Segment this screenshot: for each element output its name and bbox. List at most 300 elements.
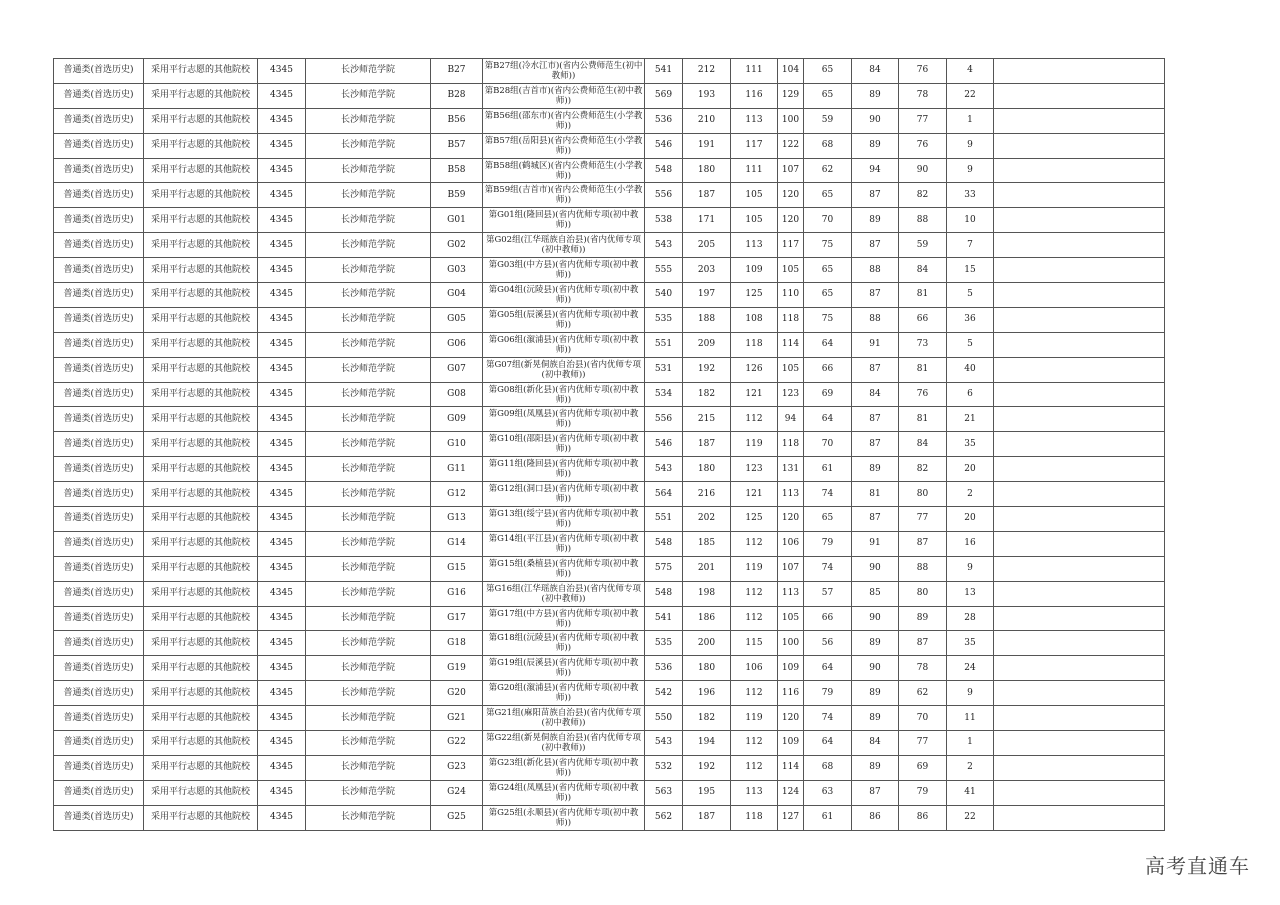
cell-subject-score-1: 68: [804, 133, 852, 158]
cell-rank: 28: [947, 606, 994, 631]
cell-subject-score-1: 74: [804, 706, 852, 731]
table-row: [54, 158, 1165, 183]
table-row: [54, 606, 1165, 631]
cell-chinese-score: 205: [683, 233, 731, 258]
cell-subject-score-1: 79: [804, 531, 852, 556]
cell-math-score: 119: [731, 432, 778, 457]
cell-school-name: 长沙师范学院: [306, 731, 431, 756]
cell-category: 普通类(首选历史): [54, 307, 144, 332]
cell-category: 普通类(首选历史): [54, 208, 144, 233]
cell-foreign-language-score: 104: [778, 59, 804, 84]
cell-foreign-language-score: 106: [778, 531, 804, 556]
cell-batch: 采用平行志愿的其他院校: [144, 382, 258, 407]
cell-total-score: 550: [645, 706, 683, 731]
cell-category: 普通类(首选历史): [54, 83, 144, 108]
cell-remark: [994, 631, 1165, 656]
cell-group-name: 第G18组(沅陵县)(省内优师专项(初中教师)): [483, 631, 645, 656]
cell-batch: 采用平行志愿的其他院校: [144, 233, 258, 258]
cell-school-name: 长沙师范学院: [306, 432, 431, 457]
table-row: [54, 233, 1165, 258]
cell-subject-score-3: 89: [899, 606, 947, 631]
cell-subject-score-1: 66: [804, 357, 852, 382]
cell-rank: 5: [947, 283, 994, 308]
cell-group-code: G17: [431, 606, 483, 631]
cell-subject-score-3: 80: [899, 581, 947, 606]
cell-group-code: G22: [431, 731, 483, 756]
cell-total-score: 556: [645, 407, 683, 432]
cell-chinese-score: 216: [683, 482, 731, 507]
cell-foreign-language-score: 127: [778, 805, 804, 830]
cell-subject-score-2: 88: [852, 307, 899, 332]
cell-total-score: 535: [645, 307, 683, 332]
cell-chinese-score: 209: [683, 332, 731, 357]
cell-subject-score-1: 59: [804, 108, 852, 133]
cell-subject-score-2: 89: [852, 133, 899, 158]
cell-category: 普通类(首选历史): [54, 332, 144, 357]
cell-chinese-score: 185: [683, 531, 731, 556]
table-row: [54, 780, 1165, 805]
table-row: [54, 531, 1165, 556]
cell-rank: 9: [947, 133, 994, 158]
cell-group-code: G16: [431, 581, 483, 606]
cell-foreign-language-score: 118: [778, 432, 804, 457]
table-body: [54, 59, 1165, 831]
cell-subject-score-2: 89: [852, 208, 899, 233]
cell-group-code: G03: [431, 258, 483, 283]
cell-school-code: 4345: [258, 556, 306, 581]
cell-remark: [994, 482, 1165, 507]
cell-group-name: 第G24组(凤凰县)(省内优师专项(初中教师)): [483, 780, 645, 805]
cell-subject-score-2: 85: [852, 581, 899, 606]
cell-group-name: 第G05组(辰溪县)(省内优师专项(初中教师)): [483, 307, 645, 332]
cell-subject-score-3: 76: [899, 382, 947, 407]
cell-rank: 9: [947, 556, 994, 581]
cell-batch: 采用平行志愿的其他院校: [144, 731, 258, 756]
cell-remark: [994, 507, 1165, 532]
cell-category: 普通类(首选历史): [54, 755, 144, 780]
cell-school-name: 长沙师范学院: [306, 158, 431, 183]
cell-category: 普通类(首选历史): [54, 681, 144, 706]
cell-subject-score-2: 90: [852, 656, 899, 681]
cell-subject-score-3: 77: [899, 731, 947, 756]
cell-school-code: 4345: [258, 755, 306, 780]
cell-batch: 采用平行志愿的其他院校: [144, 183, 258, 208]
cell-school-code: 4345: [258, 307, 306, 332]
cell-group-code: G24: [431, 780, 483, 805]
cell-math-score: 112: [731, 681, 778, 706]
cell-group-name: 第G16组(江华瑶族自治县)(省内优师专项(初中教师)): [483, 581, 645, 606]
cell-category: 普通类(首选历史): [54, 283, 144, 308]
cell-math-score: 113: [731, 233, 778, 258]
cell-category: 普通类(首选历史): [54, 780, 144, 805]
cell-subject-score-1: 65: [804, 183, 852, 208]
cell-group-code: B28: [431, 83, 483, 108]
cell-remark: [994, 59, 1165, 84]
cell-batch: 采用平行志愿的其他院校: [144, 631, 258, 656]
cell-rank: 40: [947, 357, 994, 382]
table-row: [54, 507, 1165, 532]
table-row: [54, 382, 1165, 407]
table-row: [54, 805, 1165, 830]
cell-total-score: 531: [645, 357, 683, 382]
cell-chinese-score: 202: [683, 507, 731, 532]
cell-group-code: G12: [431, 482, 483, 507]
cell-subject-score-2: 90: [852, 606, 899, 631]
cell-group-name: 第G19组(辰溪县)(省内优师专项(初中教师)): [483, 656, 645, 681]
cell-chinese-score: 171: [683, 208, 731, 233]
cell-total-score: 535: [645, 631, 683, 656]
cell-foreign-language-score: 113: [778, 482, 804, 507]
cell-remark: [994, 407, 1165, 432]
cell-math-score: 106: [731, 656, 778, 681]
cell-group-name: 第G02组(江华瑶族自治县)(省内优师专项(初中教师)): [483, 233, 645, 258]
cell-foreign-language-score: 114: [778, 332, 804, 357]
cell-rank: 36: [947, 307, 994, 332]
cell-total-score: 575: [645, 556, 683, 581]
cell-chinese-score: 182: [683, 382, 731, 407]
cell-group-name: 第G21组(麻阳苗族自治县)(省内优师专项(初中教师)): [483, 706, 645, 731]
cell-math-score: 119: [731, 706, 778, 731]
cell-subject-score-1: 65: [804, 258, 852, 283]
cell-subject-score-3: 79: [899, 780, 947, 805]
cell-category: 普通类(首选历史): [54, 133, 144, 158]
table-row: [54, 183, 1165, 208]
cell-math-score: 109: [731, 258, 778, 283]
cell-chinese-score: 195: [683, 780, 731, 805]
cell-category: 普通类(首选历史): [54, 606, 144, 631]
cell-remark: [994, 556, 1165, 581]
cell-rank: 9: [947, 158, 994, 183]
cell-foreign-language-score: 117: [778, 233, 804, 258]
cell-math-score: 125: [731, 283, 778, 308]
cell-rank: 22: [947, 83, 994, 108]
cell-group-code: G23: [431, 755, 483, 780]
cell-school-name: 长沙师范学院: [306, 407, 431, 432]
cell-school-name: 长沙师范学院: [306, 233, 431, 258]
cell-category: 普通类(首选历史): [54, 59, 144, 84]
cell-group-name: 第G20组(溆浦县)(省内优师专项(初中教师)): [483, 681, 645, 706]
cell-school-name: 长沙师范学院: [306, 457, 431, 482]
cell-subject-score-1: 70: [804, 432, 852, 457]
cell-school-name: 长沙师范学院: [306, 531, 431, 556]
cell-school-code: 4345: [258, 482, 306, 507]
cell-batch: 采用平行志愿的其他院校: [144, 482, 258, 507]
table-row: [54, 258, 1165, 283]
cell-chinese-score: 196: [683, 681, 731, 706]
cell-math-score: 113: [731, 780, 778, 805]
cell-chinese-score: 180: [683, 457, 731, 482]
cell-rank: 41: [947, 780, 994, 805]
cell-total-score: 540: [645, 283, 683, 308]
table-row: [54, 357, 1165, 382]
cell-subject-score-2: 89: [852, 83, 899, 108]
cell-school-name: 长沙师范学院: [306, 307, 431, 332]
cell-foreign-language-score: 120: [778, 507, 804, 532]
cell-school-code: 4345: [258, 805, 306, 830]
cell-chinese-score: 187: [683, 432, 731, 457]
cell-school-code: 4345: [258, 432, 306, 457]
cell-subject-score-2: 84: [852, 731, 899, 756]
cell-remark: [994, 258, 1165, 283]
cell-school-code: 4345: [258, 59, 306, 84]
table-row: [54, 108, 1165, 133]
cell-remark: [994, 208, 1165, 233]
cell-batch: 采用平行志愿的其他院校: [144, 531, 258, 556]
cell-group-code: G10: [431, 432, 483, 457]
cell-subject-score-2: 87: [852, 357, 899, 382]
cell-school-name: 长沙师范学院: [306, 133, 431, 158]
cell-category: 普通类(首选历史): [54, 507, 144, 532]
cell-math-score: 121: [731, 482, 778, 507]
cell-group-name: 第G14组(平江县)(省内优师专项(初中教师)): [483, 531, 645, 556]
cell-school-code: 4345: [258, 581, 306, 606]
cell-group-code: G09: [431, 407, 483, 432]
cell-foreign-language-score: 100: [778, 108, 804, 133]
cell-total-score: 534: [645, 382, 683, 407]
cell-school-name: 长沙师范学院: [306, 656, 431, 681]
cell-subject-score-2: 87: [852, 283, 899, 308]
cell-chinese-score: 186: [683, 606, 731, 631]
cell-subject-score-2: 91: [852, 332, 899, 357]
cell-total-score: 551: [645, 332, 683, 357]
cell-subject-score-3: 78: [899, 656, 947, 681]
cell-total-score: 555: [645, 258, 683, 283]
cell-rank: 9: [947, 681, 994, 706]
cell-school-code: 4345: [258, 507, 306, 532]
cell-subject-score-2: 89: [852, 631, 899, 656]
cell-chinese-score: 212: [683, 59, 731, 84]
cell-category: 普通类(首选历史): [54, 731, 144, 756]
cell-group-code: B57: [431, 133, 483, 158]
cell-subject-score-1: 66: [804, 606, 852, 631]
table-row: [54, 706, 1165, 731]
cell-group-name: 第G13组(绥宁县)(省内优师专项(初中教师)): [483, 507, 645, 532]
table-row: [54, 656, 1165, 681]
cell-school-name: 长沙师范学院: [306, 482, 431, 507]
table-row: [54, 407, 1165, 432]
cell-math-score: 116: [731, 83, 778, 108]
cell-remark: [994, 805, 1165, 830]
cell-subject-score-1: 56: [804, 631, 852, 656]
cell-chinese-score: 201: [683, 556, 731, 581]
cell-remark: [994, 83, 1165, 108]
cell-chinese-score: 197: [683, 283, 731, 308]
cell-foreign-language-score: 120: [778, 208, 804, 233]
cell-group-name: 第G01组(隆回县)(省内优师专项(初中教师)): [483, 208, 645, 233]
cell-subject-score-3: 81: [899, 407, 947, 432]
cell-group-name: 第G10组(邵阳县)(省内优师专项(初中教师)): [483, 432, 645, 457]
cell-school-code: 4345: [258, 731, 306, 756]
cell-school-code: 4345: [258, 83, 306, 108]
cell-subject-score-3: 90: [899, 158, 947, 183]
cell-foreign-language-score: 118: [778, 307, 804, 332]
cell-school-name: 长沙师范学院: [306, 507, 431, 532]
cell-rank: 15: [947, 258, 994, 283]
cell-rank: 11: [947, 706, 994, 731]
cell-group-name: 第G06组(溆浦县)(省内优师专项(初中教师)): [483, 332, 645, 357]
cell-remark: [994, 780, 1165, 805]
cell-remark: [994, 656, 1165, 681]
cell-remark: [994, 457, 1165, 482]
cell-rank: 7: [947, 233, 994, 258]
cell-batch: 采用平行志愿的其他院校: [144, 606, 258, 631]
cell-foreign-language-score: 100: [778, 631, 804, 656]
cell-school-name: 长沙师范学院: [306, 332, 431, 357]
cell-remark: [994, 133, 1165, 158]
cell-batch: 采用平行志愿的其他院校: [144, 407, 258, 432]
cell-school-code: 4345: [258, 258, 306, 283]
cell-total-score: 536: [645, 656, 683, 681]
table-row: [54, 307, 1165, 332]
cell-math-score: 118: [731, 805, 778, 830]
cell-category: 普通类(首选历史): [54, 183, 144, 208]
cell-remark: [994, 755, 1165, 780]
cell-group-name: 第G22组(新晃侗族自治县)(省内优师专项(初中教师)): [483, 731, 645, 756]
cell-subject-score-1: 75: [804, 307, 852, 332]
cell-school-code: 4345: [258, 283, 306, 308]
cell-school-name: 长沙师范学院: [306, 83, 431, 108]
cell-batch: 采用平行志愿的其他院校: [144, 208, 258, 233]
cell-math-score: 111: [731, 59, 778, 84]
cell-foreign-language-score: 109: [778, 731, 804, 756]
cell-group-name: 第G15组(桑植县)(省内优师专项(初中教师)): [483, 556, 645, 581]
cell-subject-score-3: 77: [899, 507, 947, 532]
cell-subject-score-1: 70: [804, 208, 852, 233]
cell-group-code: B58: [431, 158, 483, 183]
cell-foreign-language-score: 131: [778, 457, 804, 482]
cell-subject-score-1: 64: [804, 332, 852, 357]
cell-remark: [994, 731, 1165, 756]
cell-remark: [994, 581, 1165, 606]
cell-category: 普通类(首选历史): [54, 108, 144, 133]
cell-subject-score-2: 91: [852, 531, 899, 556]
table-row: [54, 432, 1165, 457]
cell-school-name: 长沙师范学院: [306, 108, 431, 133]
cell-school-code: 4345: [258, 631, 306, 656]
cell-foreign-language-score: 116: [778, 681, 804, 706]
cell-group-code: G08: [431, 382, 483, 407]
table-row: [54, 755, 1165, 780]
cell-foreign-language-score: 129: [778, 83, 804, 108]
cell-batch: 采用平行志愿的其他院校: [144, 307, 258, 332]
cell-subject-score-3: 77: [899, 108, 947, 133]
cell-subject-score-1: 74: [804, 482, 852, 507]
cell-batch: 采用平行志愿的其他院校: [144, 681, 258, 706]
cell-subject-score-1: 74: [804, 556, 852, 581]
cell-subject-score-1: 69: [804, 382, 852, 407]
cell-school-name: 长沙师范学院: [306, 581, 431, 606]
table-row: [54, 208, 1165, 233]
cell-school-code: 4345: [258, 357, 306, 382]
cell-chinese-score: 192: [683, 755, 731, 780]
cell-group-code: G19: [431, 656, 483, 681]
cell-subject-score-1: 64: [804, 731, 852, 756]
cell-school-code: 4345: [258, 382, 306, 407]
table-row: [54, 283, 1165, 308]
cell-total-score: 543: [645, 233, 683, 258]
cell-group-code: G06: [431, 332, 483, 357]
table-row: [54, 83, 1165, 108]
cell-total-score: 562: [645, 805, 683, 830]
cell-category: 普通类(首选历史): [54, 531, 144, 556]
cell-chinese-score: 193: [683, 83, 731, 108]
cell-subject-score-3: 78: [899, 83, 947, 108]
cell-math-score: 112: [731, 531, 778, 556]
cell-subject-score-2: 89: [852, 457, 899, 482]
cell-batch: 采用平行志愿的其他院校: [144, 357, 258, 382]
cell-school-code: 4345: [258, 681, 306, 706]
table-row: [54, 631, 1165, 656]
cell-rank: 6: [947, 382, 994, 407]
cell-chinese-score: 191: [683, 133, 731, 158]
cell-batch: 采用平行志愿的其他院校: [144, 805, 258, 830]
table-row: [54, 457, 1165, 482]
cell-school-name: 长沙师范学院: [306, 681, 431, 706]
cell-subject-score-3: 80: [899, 482, 947, 507]
cell-math-score: 126: [731, 357, 778, 382]
cell-batch: 采用平行志愿的其他院校: [144, 332, 258, 357]
cell-subject-score-2: 87: [852, 183, 899, 208]
cell-math-score: 112: [731, 606, 778, 631]
cell-subject-score-2: 90: [852, 108, 899, 133]
cell-group-name: 第G08组(新化县)(省内优师专项(初中教师)): [483, 382, 645, 407]
cell-group-code: G05: [431, 307, 483, 332]
cell-rank: 35: [947, 432, 994, 457]
table-row: [54, 482, 1165, 507]
cell-math-score: 112: [731, 407, 778, 432]
cell-math-score: 118: [731, 332, 778, 357]
table-row: [54, 681, 1165, 706]
cell-subject-score-3: 88: [899, 208, 947, 233]
cell-chinese-score: 187: [683, 183, 731, 208]
cell-foreign-language-score: 110: [778, 283, 804, 308]
cell-batch: 采用平行志愿的其他院校: [144, 780, 258, 805]
cell-group-name: 第B59组(吉首市)(省内公费师范生(小学教师)): [483, 183, 645, 208]
cell-category: 普通类(首选历史): [54, 382, 144, 407]
cell-group-code: G01: [431, 208, 483, 233]
cell-foreign-language-score: 94: [778, 407, 804, 432]
cell-rank: 16: [947, 531, 994, 556]
cell-category: 普通类(首选历史): [54, 258, 144, 283]
cell-category: 普通类(首选历史): [54, 805, 144, 830]
cell-subject-score-1: 57: [804, 581, 852, 606]
cell-school-code: 4345: [258, 407, 306, 432]
cell-school-code: 4345: [258, 457, 306, 482]
cell-batch: 采用平行志愿的其他院校: [144, 108, 258, 133]
cell-subject-score-3: 76: [899, 133, 947, 158]
cell-subject-score-1: 68: [804, 755, 852, 780]
cell-remark: [994, 382, 1165, 407]
cell-subject-score-1: 65: [804, 507, 852, 532]
cell-subject-score-2: 89: [852, 755, 899, 780]
cell-rank: 22: [947, 805, 994, 830]
cell-subject-score-2: 87: [852, 407, 899, 432]
cell-batch: 采用平行志愿的其他院校: [144, 283, 258, 308]
cell-math-score: 117: [731, 133, 778, 158]
cell-school-name: 长沙师范学院: [306, 357, 431, 382]
cell-chinese-score: 187: [683, 805, 731, 830]
cell-rank: 5: [947, 332, 994, 357]
cell-school-code: 4345: [258, 706, 306, 731]
cell-foreign-language-score: 105: [778, 258, 804, 283]
cell-foreign-language-score: 122: [778, 133, 804, 158]
cell-remark: [994, 283, 1165, 308]
cell-remark: [994, 108, 1165, 133]
cell-remark: [994, 357, 1165, 382]
cell-school-name: 长沙师范学院: [306, 606, 431, 631]
cell-rank: 13: [947, 581, 994, 606]
cell-total-score: 548: [645, 158, 683, 183]
